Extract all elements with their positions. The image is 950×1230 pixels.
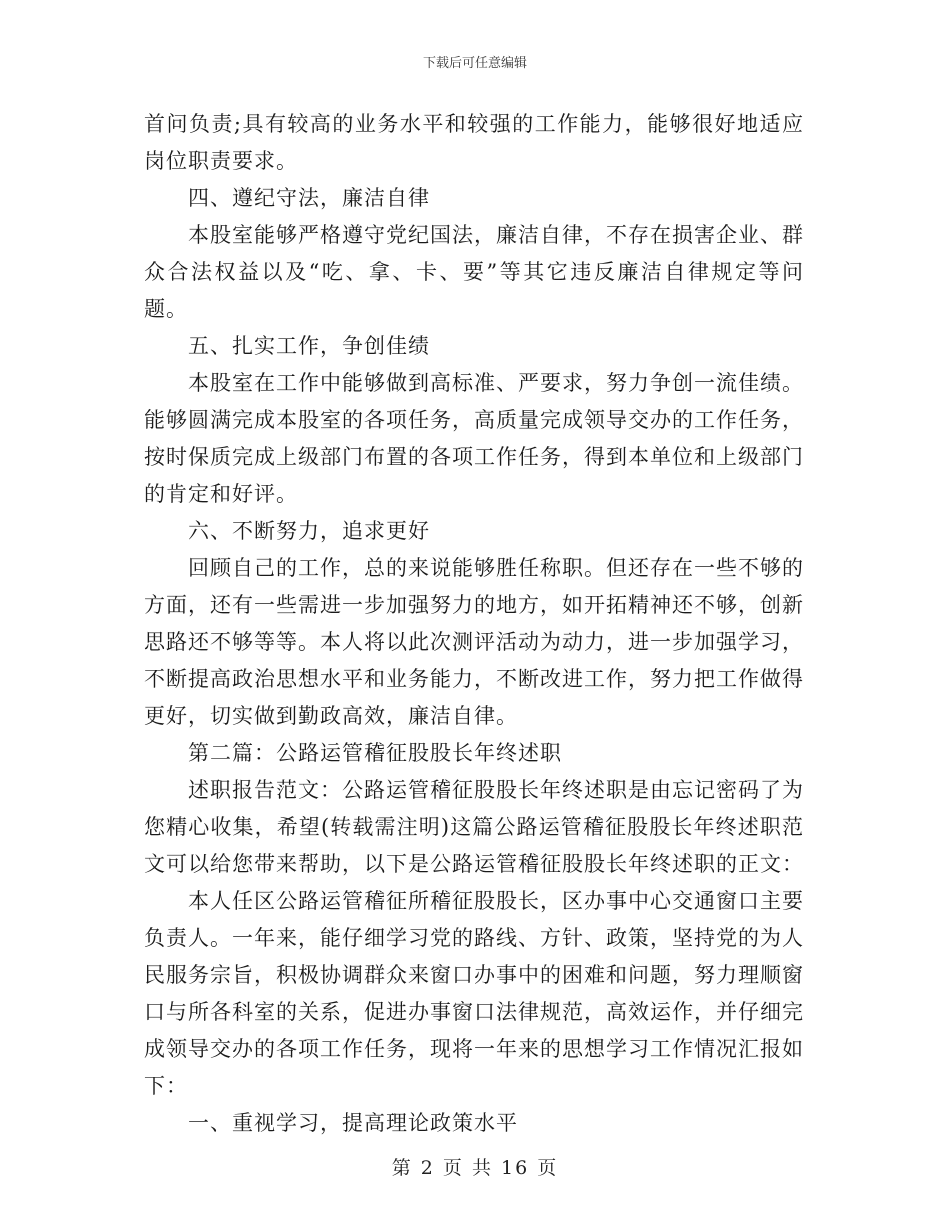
paragraph: 一、重视学习，提高理论政策水平 xyxy=(188,1111,518,1135)
document-body xyxy=(144,106,804,1142)
paragraph: 述职报告范文：公路运管稽征股股长年终述职是由忘记密码了为您精心收集，希望(转载需注明)这篇公路运管稽征股股长年终述职范文可以给您带来帮助，以下是公路运管稽征股股长年终述职的正文： xyxy=(144,778,804,876)
paragraph: 第二篇：公路运管稽征股股长年终述职 xyxy=(188,741,562,765)
page-header-note: 下载后可任意编辑 xyxy=(422,56,527,71)
paragraph: 本股室能够严格遵守党纪国法，廉洁自律，不存在损害企业、群众合法权益以及“吃、拿、卡、要”等其它违反廉洁自律规定等问题。 xyxy=(144,223,804,321)
paragraph: 首问负责;具有较高的业务水平和较强的工作能力，能够很好地适应岗位职责要求。 xyxy=(144,112,804,173)
paragraph: 五、扎实工作，争创佳绩 xyxy=(188,334,430,358)
paragraph: 四、遵纪守法，廉洁自律 xyxy=(188,186,430,210)
paragraph: 回顾自己的工作，总的来说能够胜任称职。但还存在一些不够的方面，还有一些需进一步加强努力的地方，如开拓精神还不够，创新思路还不够等等。本人将以此次测评活动为动力，进一步加强学习，不断提高政治思想水平和业务能力，不断改进工作，努力把工作做得更好，切实做到勤政高效，廉洁自律。 xyxy=(144,556,804,728)
paragraph: 本股室在工作中能够做到高标准、严要求，努力争创一流佳绩。能够圆满完成本股室的各项任务，高质量完成领导交办的工作任务，按时保质完成上级部门布置的各项工作任务，得到本单位和上级部门的肯定和好评。 xyxy=(144,371,804,506)
paragraph: 本人任区公路运管稽征所稽征股股长，区办事中心交通窗口主要负责人。一年来，能仔细学习党的路线、方针、政策，坚持党的为人民服务宗旨，积极协调群众来窗口办事中的困难和问题，努力理顺窗口与所各科室的关系，促进办事窗口法律规范，高效运作，并仔细完成领导交办的各项工作任务，现将一年来的思想学习工作情况汇报如下： xyxy=(144,889,804,1098)
page-number-footer: 第 2 页 共 16 页 xyxy=(391,1157,559,1179)
paragraph: 六、不断努力，追求更好 xyxy=(188,519,430,543)
